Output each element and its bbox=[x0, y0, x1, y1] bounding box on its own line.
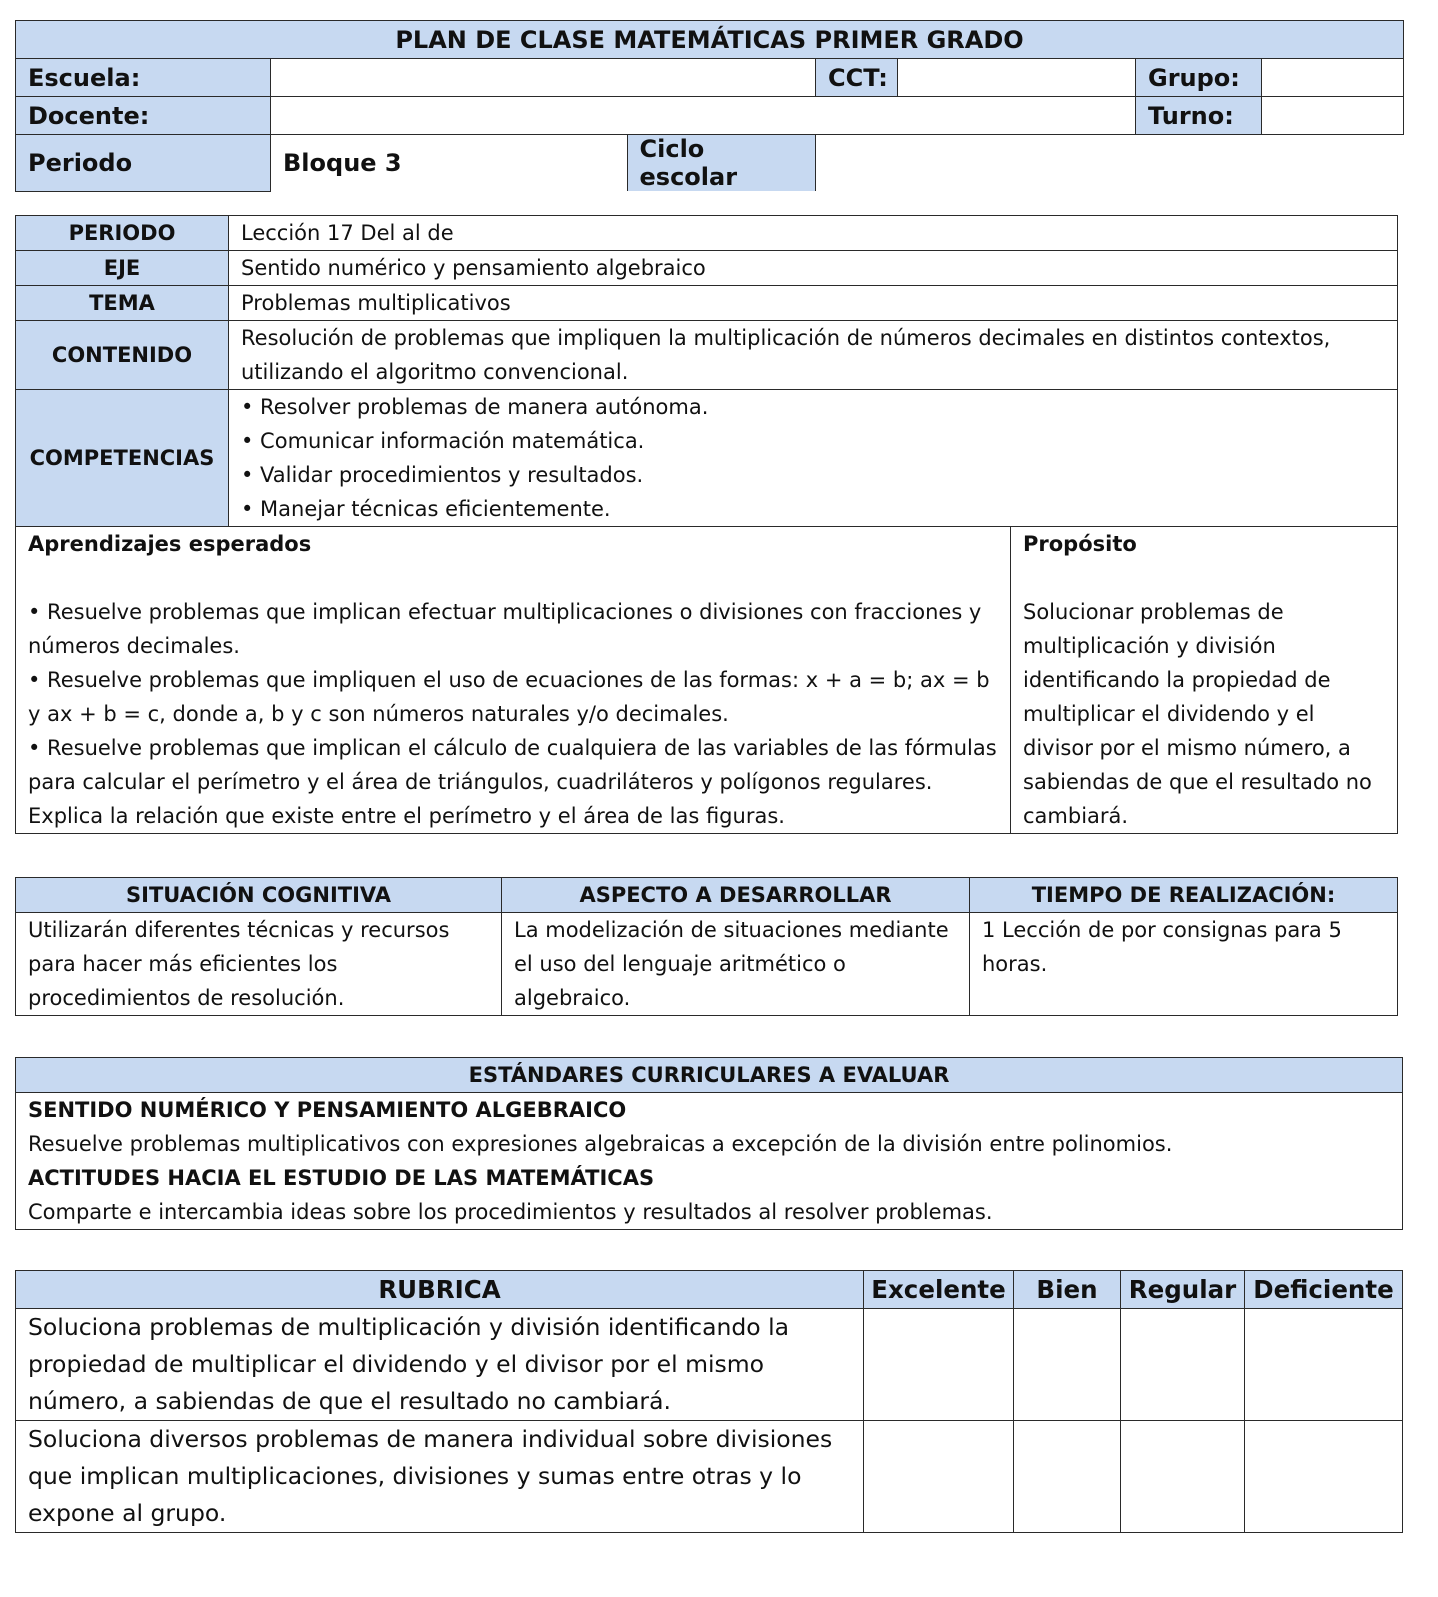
rubrica-score-cell[interactable] bbox=[864, 1421, 1014, 1533]
escuela-field[interactable] bbox=[271, 59, 816, 97]
page-title: PLAN DE CLASE MATEMÁTICAS PRIMER GRADO bbox=[16, 21, 1404, 59]
competencia-item: • Resolver problemas de manera autónoma. bbox=[241, 395, 709, 419]
periodo-key: PERIODO bbox=[16, 216, 229, 251]
cct-field[interactable] bbox=[898, 59, 1136, 97]
situacion-cell: Utilizarán diferentes técnicas y recursos para hacer más eficientes los procedimientos de resolución. bbox=[16, 913, 502, 1016]
competencias-cell bbox=[229, 390, 1398, 527]
contenido-key: CONTENIDO bbox=[16, 321, 229, 390]
turno-field[interactable] bbox=[1262, 97, 1404, 135]
tema-cell: Problemas multiplicativos bbox=[229, 286, 1398, 321]
rubrica-score-cell[interactable] bbox=[864, 1309, 1014, 1421]
situacion-table bbox=[15, 877, 1398, 1016]
rubrica-score-cell[interactable] bbox=[1014, 1309, 1121, 1421]
rubrica-col-excelente: Excelente bbox=[864, 1271, 1014, 1309]
grupo-label: Grupo: bbox=[1136, 59, 1262, 97]
tema-key: TEMA bbox=[16, 286, 229, 321]
proposito-title: Propósito bbox=[1023, 532, 1137, 556]
periodo-subtable bbox=[271, 135, 1404, 191]
aprendizaje-item: • Resuelve problemas que implican el cálculo de cualquiera de las variables de las fórmulas para calcular el perímetro y el área de triángulos, cuadriláteros y polígonos regulares. Explica la relación que existe entre el perímetro y el área de las figuras. bbox=[28, 736, 997, 828]
cct-label: CCT: bbox=[816, 59, 898, 97]
aprendizajes-cell bbox=[16, 527, 1011, 834]
aprendizajes-title: Aprendizajes esperados bbox=[28, 532, 312, 556]
rubrica-score-cell[interactable] bbox=[1245, 1309, 1403, 1421]
competencia-item: • Comunicar información matemática. bbox=[241, 429, 645, 453]
estandar-section-text: Comparte e intercambia ideas sobre los procedimientos y resultados al resolver problemas. bbox=[28, 1200, 993, 1224]
periodo-label: Periodo bbox=[16, 135, 271, 192]
ciclo-label: Ciclo escolar bbox=[627, 135, 815, 191]
situacion-header: SITUACIÓN COGNITIVA bbox=[16, 878, 502, 913]
header-table bbox=[15, 20, 1404, 192]
aspecto-header: ASPECTO A DESARROLLAR bbox=[502, 878, 970, 913]
competencia-item: • Validar procedimientos y resultados. bbox=[241, 463, 644, 487]
rubrica-criterion: Soluciona problemas de multiplicación y división identificando la propiedad de multiplicar el dividendo y el divisor por el mismo número, a sabiendas de que el resultado no cambiará. bbox=[16, 1309, 864, 1421]
competencias-key: COMPETENCIAS bbox=[16, 390, 229, 527]
estandar-section-text: Resuelve problemas multiplicativos con expresiones algebraicas a excepción de la división entre polinomios. bbox=[28, 1132, 1173, 1156]
contenido-cell: Resolución de problemas que impliquen la multiplicación de números decimales en distintos contextos, utilizando el algoritmo convencional. bbox=[229, 321, 1398, 390]
estandares-title: ESTÁNDARES CURRICULARES A EVALUAR bbox=[16, 1058, 1403, 1093]
info-table bbox=[15, 215, 1398, 834]
aprendizaje-item: • Resuelve problemas que impliquen el uso de ecuaciones de las formas: x + a = b; ax = b y ax + b = c, donde a, b y c son números naturales y/o decimales. bbox=[28, 668, 990, 726]
periodo-cell: Lección 17 Del al de bbox=[229, 216, 1398, 251]
turno-label: Turno: bbox=[1136, 97, 1262, 135]
estandar-section-title: SENTIDO NUMÉRICO Y PENSAMIENTO ALGEBRAICO bbox=[28, 1098, 627, 1122]
grupo-field[interactable] bbox=[1262, 59, 1404, 97]
competencia-item: • Manejar técnicas eficientemente. bbox=[241, 497, 611, 521]
proposito-cell bbox=[1011, 527, 1398, 834]
estandares-table bbox=[15, 1057, 1403, 1230]
rubrica-col-regular: Regular bbox=[1121, 1271, 1245, 1309]
rubrica-col-bien: Bien bbox=[1014, 1271, 1121, 1309]
rubrica-score-cell[interactable] bbox=[1014, 1421, 1121, 1533]
aprendizaje-item: • Resuelve problemas que implican efectuar multiplicaciones o divisiones con fracciones y números decimales. bbox=[28, 600, 982, 658]
rubrica-score-cell[interactable] bbox=[1245, 1421, 1403, 1533]
estandar-section-title: ACTITUDES HACIA EL ESTUDIO DE LAS MATEMÁTICAS bbox=[28, 1166, 655, 1190]
estandares-cell bbox=[16, 1093, 1403, 1230]
periodo-value[interactable]: Bloque 3 bbox=[271, 135, 627, 191]
periodo-row bbox=[271, 135, 1404, 192]
aspecto-cell: La modelización de situaciones mediante el uso del lenguaje aritmético o algebraico. bbox=[502, 913, 970, 1016]
rubrica-col-deficiente: Deficiente bbox=[1245, 1271, 1403, 1309]
rubrica-score-cell[interactable] bbox=[1121, 1421, 1245, 1533]
rubrica-title: RUBRICA bbox=[16, 1271, 864, 1309]
eje-key: EJE bbox=[16, 251, 229, 286]
rubrica-criterion: Soluciona diversos problemas de manera individual sobre divisiones que implican multiplicaciones, divisiones y sumas entre otras y lo expone al grupo. bbox=[16, 1421, 864, 1533]
docente-field[interactable] bbox=[271, 97, 1136, 135]
rubrica-score-cell[interactable] bbox=[1121, 1309, 1245, 1421]
eje-cell: Sentido numérico y pensamiento algebraico bbox=[229, 251, 1398, 286]
proposito-text: Solucionar problemas de multiplicación y división identificando la propiedad de multiplicar el dividendo y el divisor por el mismo número, a sabiendas de que el resultado no cambiará. bbox=[1023, 600, 1372, 828]
tiempo-cell: 1 Lección de por consignas para 5 horas. bbox=[970, 913, 1398, 1016]
table-row bbox=[16, 1421, 1403, 1533]
tiempo-header: TIEMPO DE REALIZACIÓN: bbox=[970, 878, 1398, 913]
table-row bbox=[16, 1309, 1403, 1421]
ciclo-field[interactable] bbox=[815, 135, 1404, 191]
docente-label: Docente: bbox=[16, 97, 271, 135]
rubrica-table bbox=[15, 1270, 1403, 1533]
escuela-label: Escuela: bbox=[16, 59, 271, 97]
